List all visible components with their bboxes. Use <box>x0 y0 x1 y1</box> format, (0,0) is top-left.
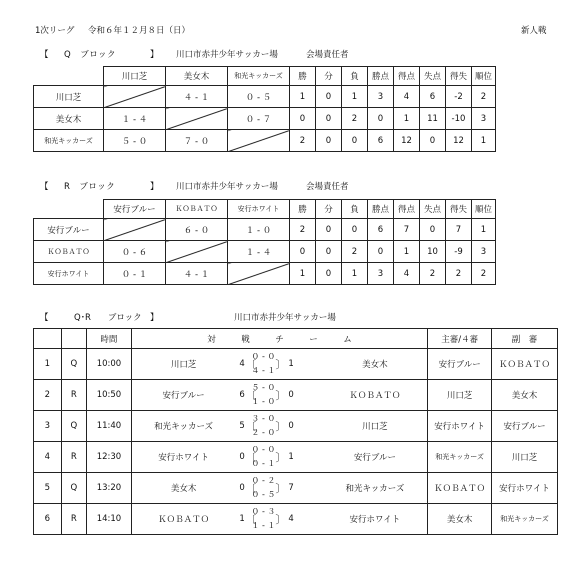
header-row <box>34 200 496 219</box>
stat-cell: 0 <box>342 130 368 152</box>
team-name: 安行ブルー <box>34 219 104 241</box>
first-half-score: ３ - ０ <box>251 414 276 423</box>
match-number: 4 <box>34 442 62 473</box>
standings-row <box>34 263 496 285</box>
column-header: 失点 <box>420 67 446 86</box>
match-time: 14:10 <box>87 504 132 535</box>
first-half-score: ０ - ３ <box>251 507 276 516</box>
stat-cell: 3 <box>472 241 496 263</box>
stat-cell: -9 <box>446 241 472 263</box>
second-half-score: ０ - １ <box>251 459 276 468</box>
team-name: 和光キッカーズ <box>34 130 104 152</box>
away-total-score: 4 <box>288 514 294 524</box>
stat-cell: 0 <box>342 219 368 241</box>
column-header: 勝 <box>290 200 316 219</box>
result-cell: ０ - １ <box>104 263 166 285</box>
category-label: 新人戦 <box>521 26 547 36</box>
referee: 安行ブルー <box>428 349 492 380</box>
stat-cell: 2 <box>420 263 446 285</box>
schedule-bracket-close: 】 <box>150 313 159 323</box>
column-header: 勝 <box>290 67 316 86</box>
standings-row <box>34 241 496 263</box>
assistant-referee: 安行ホワイト <box>492 473 558 504</box>
stat-cell: 1 <box>290 86 316 108</box>
match-block: R <box>61 504 87 535</box>
result-cell: １ - ４ <box>228 241 290 263</box>
stat-cell: 4 <box>394 263 420 285</box>
column-header: 安行ブルー <box>104 200 166 219</box>
stat-cell: -2 <box>446 86 472 108</box>
stat-cell: 1 <box>394 241 420 263</box>
first-half-score: ０ - ０ <box>251 352 276 361</box>
stat-cell: 11 <box>420 108 446 130</box>
block-r-bracket-open: 【 <box>40 182 49 192</box>
block-q-standings-table <box>33 66 496 152</box>
stat-cell: 3 <box>472 108 496 130</box>
home-total-score: 4 <box>239 359 245 369</box>
match-number: 1 <box>34 349 62 380</box>
home-total-score: 0 <box>239 483 245 493</box>
stat-cell: 3 <box>368 263 394 285</box>
corner-cell <box>34 67 104 86</box>
stat-cell: 1 <box>342 86 368 108</box>
standings-row <box>34 219 496 241</box>
second-half-score: ４ - １ <box>251 366 276 375</box>
match-block: R <box>61 380 87 411</box>
score-cell <box>235 349 322 380</box>
referee: 美女木 <box>428 504 492 535</box>
referee: 安行ホワイト <box>428 411 492 442</box>
score-cell <box>235 504 322 535</box>
result-cell: ４ - １ <box>166 263 228 285</box>
match-row <box>34 473 558 504</box>
match-block: R <box>61 442 87 473</box>
stat-cell: 0 <box>368 241 394 263</box>
referee: 和光キッカーズ <box>428 442 492 473</box>
bracket-left: 〔 <box>245 389 257 402</box>
column-header: 失点 <box>420 200 446 219</box>
assistant-referee: 和光キッカーズ <box>492 504 558 535</box>
match-time: 10:50 <box>87 380 132 411</box>
block-r-standings-table <box>33 199 496 285</box>
stat-cell: 2 <box>290 219 316 241</box>
assistant-referee: 川口芝 <box>492 442 558 473</box>
diagonal-cell <box>228 130 290 152</box>
corner-cell <box>34 200 104 219</box>
stat-cell: 10 <box>420 241 446 263</box>
block-q-manager: 会場責任者 <box>306 50 349 60</box>
stat-cell: 0 <box>316 219 342 241</box>
stat-cell: 0 <box>420 219 446 241</box>
block-q-venue: 川口市赤井少年サッカー場 <box>176 50 278 60</box>
result-cell: ６ - ０ <box>166 219 228 241</box>
header-cell <box>34 329 62 349</box>
bracket-left: 〔 <box>245 482 257 495</box>
stat-cell: 0 <box>368 108 394 130</box>
stat-cell: 0 <box>316 130 342 152</box>
match-block: Q <box>61 473 87 504</box>
stat-cell: 2 <box>446 263 472 285</box>
column-header: 分 <box>316 200 342 219</box>
stat-cell: 1 <box>342 263 368 285</box>
match-row <box>34 380 558 411</box>
stat-cell: 12 <box>446 130 472 152</box>
away-team: 安行ホワイト <box>323 504 428 535</box>
home-team: 安行ホワイト <box>131 442 235 473</box>
stat-cell: 2 <box>472 263 496 285</box>
second-half-score: ２ - ０ <box>251 428 276 437</box>
match-time: 12:30 <box>87 442 132 473</box>
stat-cell: 6 <box>420 86 446 108</box>
block-q-bracket-open: 【 <box>40 50 49 60</box>
result-cell: ０ - ６ <box>104 241 166 263</box>
standings-row <box>34 130 496 152</box>
diagonal-cell <box>104 219 166 241</box>
result-cell: ７ - ０ <box>166 130 228 152</box>
diagonal-cell <box>104 86 166 108</box>
match-number: 3 <box>34 411 62 442</box>
stat-cell: 2 <box>342 108 368 130</box>
match-row <box>34 349 558 380</box>
away-team: ＫＯＢＡＴＯ <box>323 380 428 411</box>
header-cell <box>61 329 87 349</box>
team-name: 安行ホワイト <box>34 263 104 285</box>
column-header: 分 <box>316 67 342 86</box>
score-cell <box>235 442 322 473</box>
bracket-right: 〕 <box>275 451 287 464</box>
match-row <box>34 442 558 473</box>
block-q-bracket-close: 】 <box>150 50 159 60</box>
stat-cell: 2 <box>472 86 496 108</box>
schedule-table <box>33 328 558 535</box>
column-header: 勝点 <box>368 67 394 86</box>
column-header: 順位 <box>472 67 496 86</box>
first-half-score: ０ - ０ <box>251 445 276 454</box>
score-cell <box>235 380 322 411</box>
diagonal-cell <box>228 263 290 285</box>
column-header: 安行ホワイト <box>228 200 290 219</box>
match-header: 対 戦 チ ー ム <box>131 329 428 349</box>
stat-cell: 2 <box>342 241 368 263</box>
column-header: ＫＯＢＡＴＯ <box>166 200 228 219</box>
stat-cell: 0 <box>290 241 316 263</box>
away-team: 和光キッカーズ <box>323 473 428 504</box>
stat-cell: 4 <box>394 86 420 108</box>
column-header: 得失 <box>446 200 472 219</box>
result-cell: ５ - ０ <box>104 130 166 152</box>
away-total-score: 1 <box>288 452 294 462</box>
match-block: Q <box>61 349 87 380</box>
bracket-left: 〔 <box>245 358 257 371</box>
stat-cell: 12 <box>394 130 420 152</box>
result-cell: １ - ０ <box>228 219 290 241</box>
away-total-score: 1 <box>288 359 294 369</box>
schedule-bracket-open: 【 <box>40 313 49 323</box>
match-number: 6 <box>34 504 62 535</box>
schedule-title: Q･R ブロック <box>74 313 142 323</box>
stat-cell: 1 <box>472 130 496 152</box>
block-r-manager: 会場責任者 <box>306 182 349 192</box>
stat-cell: 0 <box>316 241 342 263</box>
assistant-header: 副 審 <box>492 329 558 349</box>
bracket-right: 〕 <box>275 420 287 433</box>
first-half-score: ０ - ２ <box>251 476 276 485</box>
result-cell: ０ - ５ <box>228 86 290 108</box>
bracket-left: 〔 <box>245 451 257 464</box>
match-row <box>34 411 558 442</box>
assistant-referee: ＫＯＢＡＴＯ <box>492 349 558 380</box>
column-header: 勝点 <box>368 200 394 219</box>
schedule-header-row <box>34 329 558 349</box>
column-header: 得点 <box>394 200 420 219</box>
block-r-bracket-close: 】 <box>150 182 159 192</box>
home-team: ＫＯＢＡＴＯ <box>131 504 235 535</box>
block-r-title: R ブロック <box>64 182 116 192</box>
column-header: 順位 <box>472 200 496 219</box>
away-total-score: 7 <box>288 483 294 493</box>
home-team: 川口芝 <box>131 349 235 380</box>
match-row <box>34 504 558 535</box>
first-half-score: ５ - ０ <box>251 383 276 392</box>
team-name: 川口芝 <box>34 86 104 108</box>
home-team: 安行ブルー <box>131 380 235 411</box>
match-time: 10:00 <box>87 349 132 380</box>
team-name: 美女木 <box>34 108 104 130</box>
assistant-referee: 美女木 <box>492 380 558 411</box>
stat-cell: 7 <box>446 219 472 241</box>
block-r-venue: 川口市赤井少年サッカー場 <box>176 182 278 192</box>
bracket-right: 〕 <box>275 389 287 402</box>
result-cell: ０ - ７ <box>228 108 290 130</box>
match-time: 11:40 <box>87 411 132 442</box>
stat-cell: 0 <box>316 108 342 130</box>
stat-cell: 6 <box>368 219 394 241</box>
block-q-title: Q ブロック <box>64 50 117 60</box>
assistant-referee: 安行ブルー <box>492 411 558 442</box>
referee: ＫＯＢＡＴＯ <box>428 473 492 504</box>
stat-cell: 1 <box>290 263 316 285</box>
referee-header: 主審/４審 <box>428 329 492 349</box>
bracket-right: 〕 <box>275 358 287 371</box>
round-label: 1次リーグ <box>35 26 75 36</box>
stat-cell: 0 <box>420 130 446 152</box>
column-header: 負 <box>342 67 368 86</box>
match-block: Q <box>61 411 87 442</box>
column-header: 川口芝 <box>104 67 166 86</box>
stat-cell: 6 <box>368 130 394 152</box>
stat-cell: 0 <box>290 108 316 130</box>
result-cell: １ - ４ <box>104 108 166 130</box>
second-half-score: １ - １ <box>251 521 276 530</box>
match-time: 13:20 <box>87 473 132 504</box>
column-header: 得失 <box>446 67 472 86</box>
diagonal-cell <box>166 241 228 263</box>
away-total-score: 0 <box>288 390 294 400</box>
column-header: 得点 <box>394 67 420 86</box>
second-half-score: １ - ０ <box>251 397 276 406</box>
date-label: 令和６年１２月８日（日） <box>88 26 191 36</box>
column-header: 和光キッカーズ <box>228 67 290 86</box>
home-total-score: 6 <box>239 390 245 400</box>
away-team: 美女木 <box>323 349 428 380</box>
schedule-venue: 川口市赤井少年サッカー場 <box>234 313 336 323</box>
stat-cell: 7 <box>394 219 420 241</box>
away-total-score: 0 <box>288 421 294 431</box>
bracket-left: 〔 <box>245 513 257 526</box>
match-number: 5 <box>34 473 62 504</box>
stat-cell: -10 <box>446 108 472 130</box>
score-cell <box>235 411 322 442</box>
match-number: 2 <box>34 380 62 411</box>
result-cell: ４ - １ <box>166 86 228 108</box>
score-cell <box>235 473 322 504</box>
team-name: ＫＯＢＡＴＯ <box>34 241 104 263</box>
stat-cell: 1 <box>472 219 496 241</box>
diagonal-cell <box>166 108 228 130</box>
home-total-score: 1 <box>239 514 245 524</box>
stat-cell: 3 <box>368 86 394 108</box>
standings-row <box>34 108 496 130</box>
home-team: 和光キッカーズ <box>131 411 235 442</box>
home-total-score: 5 <box>239 421 245 431</box>
away-team: 川口芝 <box>323 411 428 442</box>
time-header: 時間 <box>87 329 132 349</box>
column-header: 美女木 <box>166 67 228 86</box>
standings-row <box>34 86 496 108</box>
referee: 川口芝 <box>428 380 492 411</box>
away-team: 安行ブルー <box>323 442 428 473</box>
home-team: 美女木 <box>131 473 235 504</box>
second-half-score: ０ - ５ <box>251 490 276 499</box>
stat-cell: 1 <box>394 108 420 130</box>
home-total-score: 0 <box>239 452 245 462</box>
stat-cell: 0 <box>316 263 342 285</box>
bracket-right: 〕 <box>275 482 287 495</box>
stat-cell: 0 <box>316 86 342 108</box>
bracket-right: 〕 <box>275 513 287 526</box>
bracket-left: 〔 <box>245 420 257 433</box>
column-header: 負 <box>342 200 368 219</box>
header-row <box>34 67 496 86</box>
stat-cell: 2 <box>290 130 316 152</box>
